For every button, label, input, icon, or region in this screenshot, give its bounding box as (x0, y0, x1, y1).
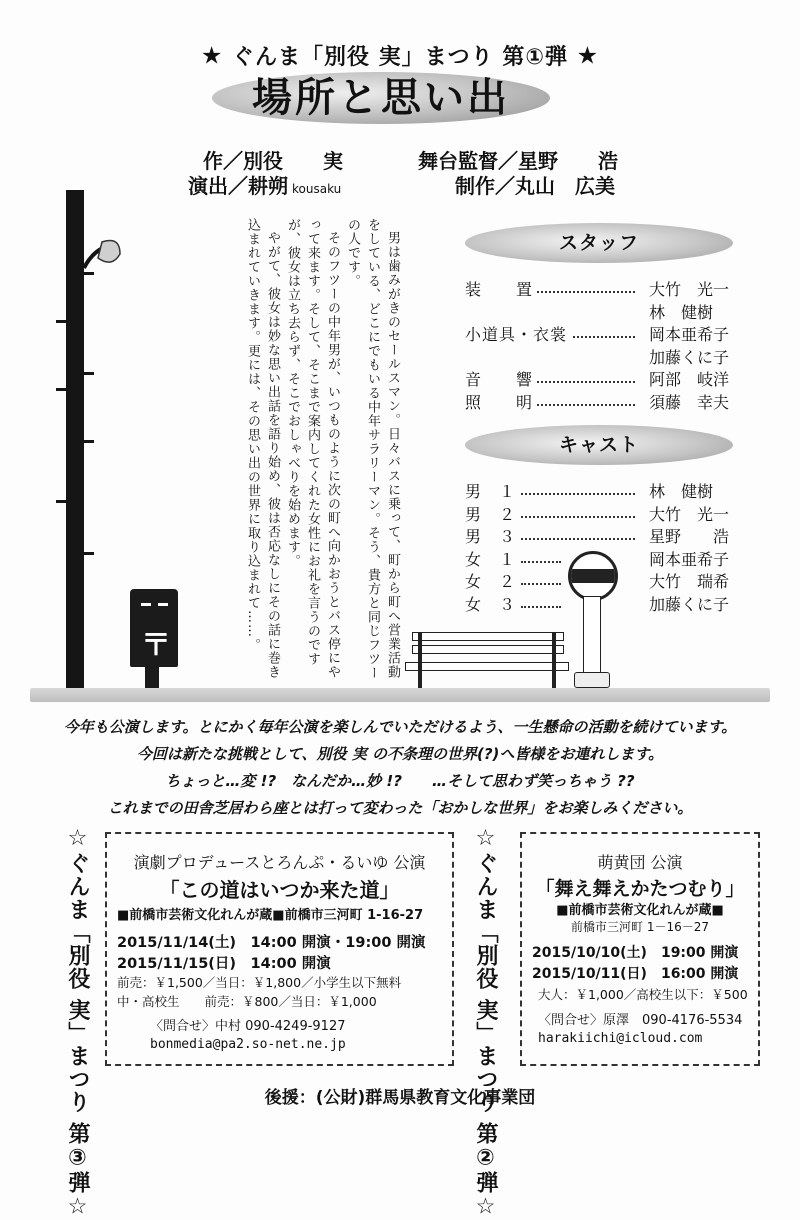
cast-name: 加藤くに子 (649, 594, 730, 614)
bus-stop-base (574, 672, 610, 688)
staff-role: 小道具・衣裳 (465, 325, 568, 344)
leader-dots (521, 493, 635, 495)
sponsor-line: 後援：(公財)群馬県教育文化事業団 (264, 1088, 536, 1108)
cast-name: 大竹 光一 (649, 504, 730, 524)
performance2-date-2: 2015/10/11(日) 16:00 開演 (532, 966, 739, 982)
staff-role: 照 明 (465, 392, 534, 412)
cast-role: 女 ２ (465, 572, 517, 591)
performance2-venue: ■前橋市芸術文化れんが蔵■ (556, 903, 724, 918)
performance3-date-1: 2015/11/14(土) 14:00 開演・19:00 開演 (117, 935, 426, 951)
performance3-series-title: ☆ぐんま「別役 実」まつり 第③弾☆ (65, 826, 90, 1220)
bus-stop-sign-icon (568, 551, 618, 601)
cast-role: 女 １ (465, 549, 517, 569)
performance3-email: bonmedia@pa2.so-net.ne.jp (150, 1037, 346, 1052)
cast-role: 男 ３ (465, 527, 517, 546)
cast-row (465, 526, 740, 549)
performance3-contact: 〈問合せ〉中村 090-4249-9127 (150, 1019, 346, 1034)
leader-dots (537, 291, 635, 293)
star-right-icon: ★ (576, 41, 600, 70)
cast-role: 女 ３ (465, 594, 517, 614)
pole-step (56, 500, 66, 503)
performance3-date-2: 2015/11/15(日) 14:00 開演 (117, 956, 331, 972)
pole-step (84, 552, 94, 555)
performance2-play-title: 「舞え舞えかたつむり」 (535, 878, 745, 900)
bench-leg (418, 632, 422, 688)
cast-name: 林 健樹 (649, 482, 714, 501)
performance2-series-title: ☆ぐんま「別役 実」まつり 第②弾☆ (473, 826, 498, 1220)
staff-name: 岡本亜希子 (649, 325, 730, 344)
bus-stop-sign-band (571, 569, 615, 583)
staff-name: 須藤 幸夫 (649, 392, 730, 412)
series-name: ぐんま「別役 実」まつり 第①弾 (232, 45, 568, 70)
staff-row (465, 279, 740, 302)
staff-role: 音 響 (465, 370, 534, 389)
postbox-leg (145, 666, 159, 688)
leader-dots (521, 516, 635, 518)
staff-name: 大竹 光一 (649, 280, 730, 299)
series-heading (0, 40, 800, 71)
pole-lamp-icon (84, 238, 122, 284)
staff-name: 阿部 岐洋 (649, 370, 730, 389)
ground-strip (30, 688, 770, 702)
leader-dots (521, 561, 561, 563)
staff-heading: スタッフ (558, 232, 639, 254)
star-left-icon: ★ (200, 41, 224, 70)
credit-producer: 制作／丸山 広美 (455, 174, 615, 198)
cast-role: 男 ２ (465, 504, 517, 524)
performance2-date-1: 2015/10/10(土) 19:00 開演 (532, 945, 739, 961)
bench-seat (405, 662, 569, 671)
leader-dots (537, 381, 635, 383)
leader-dots (537, 404, 635, 406)
staff-row (465, 392, 740, 415)
performance3-venue: ■前橋市芸術文化れんが蔵■前橋市三河町 1-16-27 (117, 908, 424, 923)
message-line: 今回は新たな挑戦として、別役 実 の不条理の世界(?)へ皆様をお連れします。 (136, 745, 664, 763)
cast-name: 岡本亜希子 (649, 549, 730, 569)
cast-row (465, 504, 740, 527)
bench-leg (552, 632, 556, 688)
performance3-play-title: 「この道はいつか来た道」 (159, 878, 400, 902)
staff-row (465, 324, 740, 347)
staff-row (465, 302, 740, 325)
bench-backrest (412, 632, 564, 641)
pole-step (56, 320, 66, 323)
cast-name: 大竹 瑞希 (649, 572, 730, 591)
story-synopsis (210, 218, 402, 688)
performance2-presenter: 萌黄団 公演 (597, 853, 683, 872)
leader-dots (521, 606, 561, 608)
credit-stage-manager: 舞台監督／星野 浩 (418, 149, 618, 173)
leader-dots (521, 583, 561, 585)
performance2-contact: 〈問合せ〉原澤 090-4176-5534 (538, 1013, 743, 1028)
staff-name: 林 健樹 (649, 302, 714, 322)
staff-list (465, 279, 740, 414)
bench-backrest (412, 645, 564, 654)
message-line: これまでの田舎芝居わら座とは打って変わった「おかしな世界」をお楽しみください。 (107, 799, 693, 817)
cast-heading: キャスト (558, 434, 639, 456)
credit-director-reading: kousaku (292, 182, 342, 196)
story-paragraph-3: やがて、彼女は妙な思い出話を語り始め、彼は否応なしにその話に巻き込まれていきます。更には、その思い出の世界に取り込まれて……。 (245, 218, 280, 679)
postbox-slot (141, 603, 151, 606)
leader-dots (521, 538, 635, 540)
pole-step (56, 388, 66, 391)
cast-name: 星野 浩 (649, 527, 730, 546)
performance3-price-2: 中・高校生 前売：￥800／当日：￥1,000 (117, 994, 377, 1009)
page-title: 場所と思い出 (252, 75, 510, 121)
staff-row (465, 369, 740, 392)
staff-name: 加藤くに子 (649, 347, 730, 367)
story-paragraph-1: 男は歯みがきのセールスマン。日々バスに乗って、町から町へ営業活動をしている、どこにでもいる中年サラリーマン。そう、貴方と同じフツーの人です。 (345, 218, 400, 680)
pole-step (84, 372, 94, 375)
cast-row (465, 481, 740, 504)
performance2-address: 前橋市三河町 1－16－27 (571, 920, 709, 934)
postal-mark-icon: 〒 (141, 628, 171, 663)
credit-director-name: 演出／耕朔 (188, 174, 288, 198)
staff-row (465, 347, 740, 370)
message-line: ちょっと…変 !? なんだか…妙 !? …そして思わず笑っちゃう ?? (165, 772, 635, 790)
bus-stop-pole (583, 596, 601, 678)
performance3-price-1: 前売：￥1,500／当日：￥1,800／小学生以下無料 (117, 975, 402, 990)
story-paragraph-2: そのフツーの中年男が、いつものように次の町へ向かおうとバス停にやって来ます。そして、そこまで案内してくれた女性にお礼を言うのですが、彼女は立ち去らず、そこでおしゃべりを始めます。 (285, 218, 340, 679)
cast-role: 男 １ (465, 482, 517, 501)
credit-author: 作／別役 実 (203, 149, 343, 173)
performance2-email: harakiichi@icloud.com (538, 1031, 703, 1046)
postbox-slot (158, 603, 168, 606)
performance3-presenter: 演劇プロデュースとろんぷ・るいゆ 公演 (133, 853, 426, 872)
performance2-price: 大人：￥1,000／高校生以下：￥500 (538, 987, 748, 1002)
intro-message (40, 714, 760, 822)
utility-pole (66, 190, 84, 690)
credit-director (188, 170, 341, 199)
leader-dots (573, 336, 635, 338)
pole-step (84, 440, 94, 443)
staff-role: 装 置 (465, 280, 534, 299)
message-line: 今年も公演します。とにかく毎年公演を楽しんでいただけるよう、一生懸命の活動を続けています。 (63, 718, 737, 736)
